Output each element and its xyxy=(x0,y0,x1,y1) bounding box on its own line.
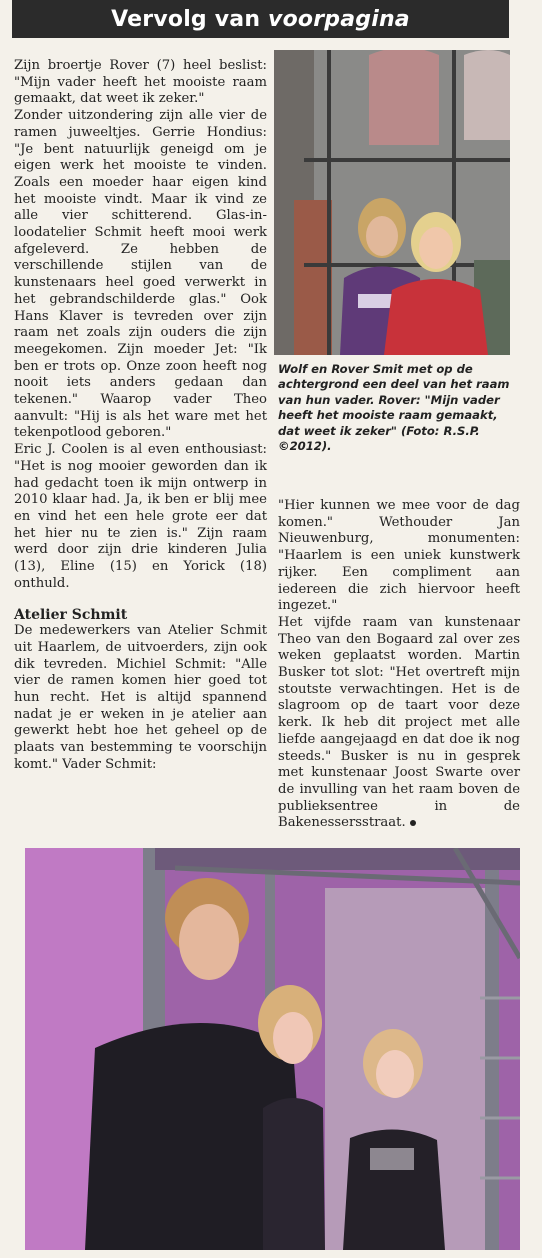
section-header xyxy=(12,0,509,38)
right-column xyxy=(278,498,520,832)
photo-illustration xyxy=(25,848,520,1250)
paragraph: "Hier kunnen we mee voor de dag komen." Wethouder Jan Nieuwenburg, monumenten: "Haarlem is een uniek kunstwerk rijker. Een compliment aan iedereen die zich hiervoor heeft ingezet." xyxy=(278,498,520,614)
photo-boys-by-window xyxy=(274,50,510,355)
photo-illustration xyxy=(274,50,510,355)
photo-children-under-scaffolding xyxy=(25,848,520,1250)
paragraph: Zijn broertje Rover (7) heel beslist: "Mijn vader heeft het mooiste raam gemaakt, dat weet ik zeker." xyxy=(14,58,267,107)
subheading: Atelier Schmit xyxy=(14,606,128,623)
header-title-italic: voorpagina xyxy=(268,6,410,32)
paragraph xyxy=(278,615,520,832)
paragraph-text: Het vijfde raam van kunstenaar Theo van den Bogaard zal over zes weken geplaatst worden. Martin Busker tot slot: "Het overtreft mijn stoutste verwachtingen. Het is de slagroom op de taart voor deze kerk. Ik heb dit project met alle liefde aangejaagd en dat doe ik nog steeds." Busker is nu in gesprek met kunstenaar Joost Swarte over de invulling van het raam boven de publieksentree in de Bakenessersstraat. xyxy=(278,614,520,831)
header-title xyxy=(111,7,410,32)
photo-caption: Wolf en Rover Smit met op de achtergrond een deel van het raam van hun vader. Rover: "Mijn vader heeft het mooiste raam gemaakt, dat weet ik zeker" (Foto: R.S.P. ©2012). xyxy=(278,362,510,454)
paragraph: Zonder uitzondering zijn alle vier de ramen juweeltjes. Gerrie Hondius: "Je bent natuurlijk geneigd om je eigen werk het mooiste te vinden. Zoals een moeder haar eigen kind het mooiste vindt. Maar ik vind ze alle vier schitterend. Glas-in-loodatelier Schmit heeft mooi werk afgeleverd. Ze hebben de verschillende stijlen van de kunstenaars heel goed verwerkt in het gebrandschilderde glas." Ook Hans Klaver is tevreden over zijn raam net zoals zijn ouders die zijn meegekomen. Zijn moeder Jet: "Ik ben er trots op. Onze zoon heeft nog nooit iets anders gedaan dan tekenen." Waarop vader Theo aanvult: "Hij is als het ware met het tekenpotlood geboren." xyxy=(14,108,267,441)
left-column xyxy=(14,58,267,774)
paragraph: Eric J. Coolen is al even enthousiast: "Het is nog mooier geworden dan ik had gedacht toen ik mijn ontwerp in 2010 klaar had. Ja, ik ben er blij mee en vind het een hele grote eer dat het hier nu te zien is." Zijn raam werd door zijn drie kinderen Julia (13), Eline (15) en Yorick (18) onthuld. xyxy=(14,442,267,591)
paragraph: De medewerkers van Atelier Schmit uit Haarlem, de uitvoerders, zijn ook dik tevreden. Michiel Schmit: "Alle vier de ramen komen hier goed tot hun recht. Het is altijd spannend nadat je er weken in je atelier aan gewerkt hebt hoe het geheel op de plaats van bestemming te voorschijn komt." Vader Schmit: xyxy=(14,623,267,772)
header-title-regular: Vervolg van xyxy=(111,6,269,32)
end-bullet-icon xyxy=(410,820,416,826)
